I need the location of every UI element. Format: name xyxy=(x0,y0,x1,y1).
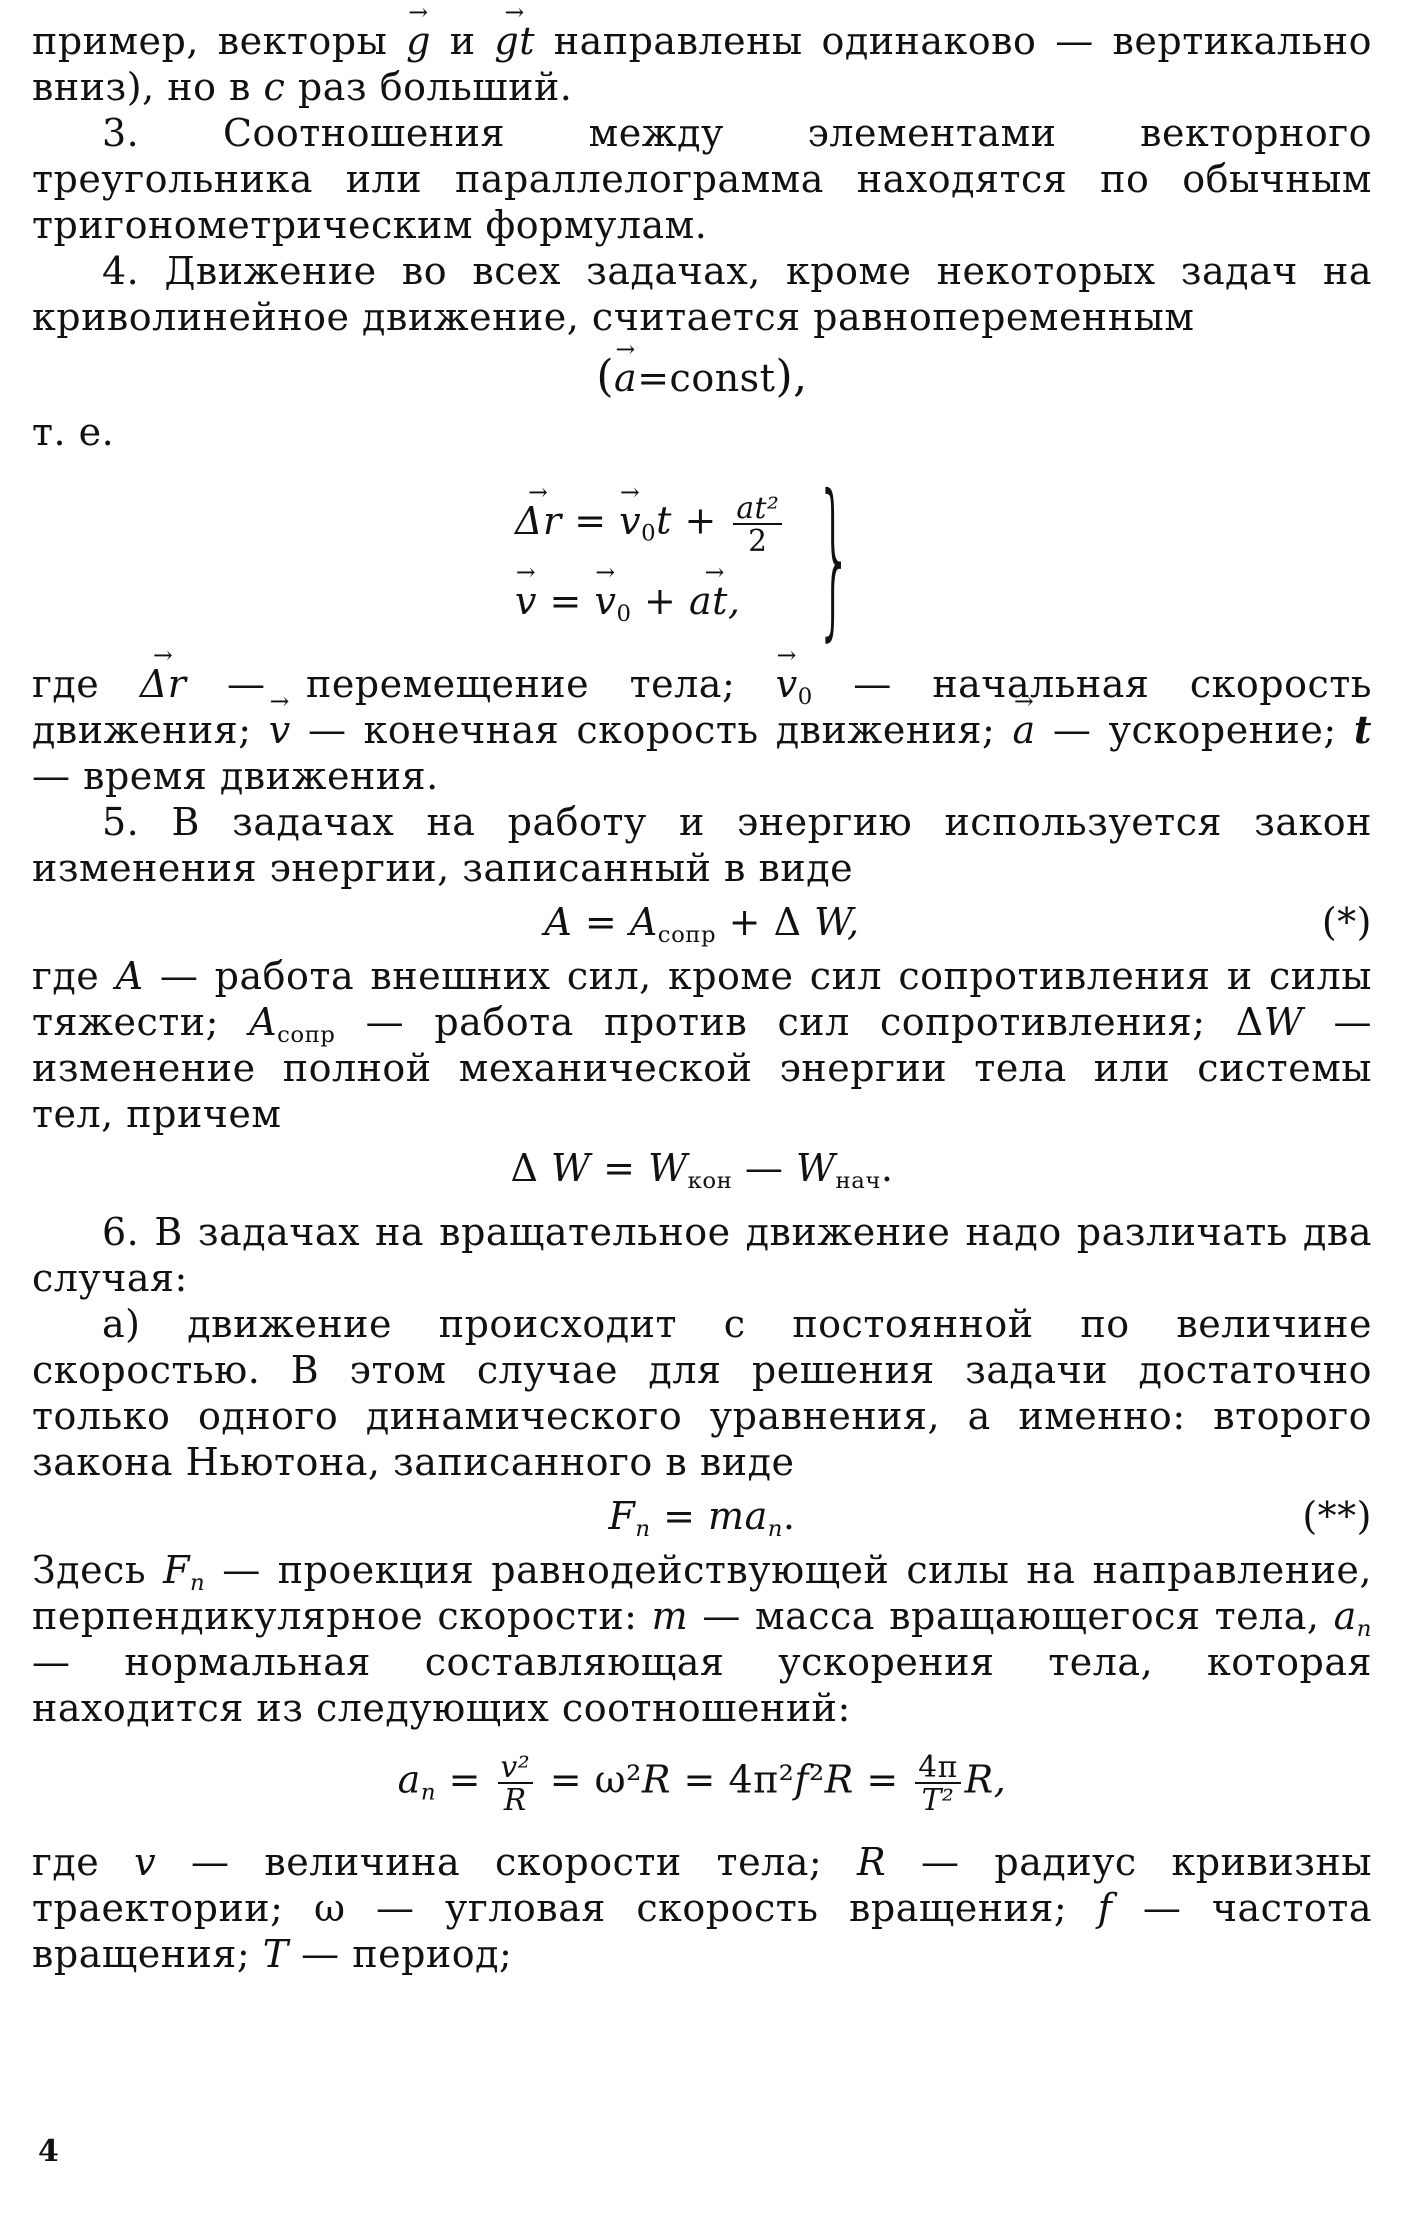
text: — частота вращения; xyxy=(32,1886,1372,1977)
paragraph-vectors xyxy=(32,18,1372,110)
symbol-W: W xyxy=(795,1146,836,1190)
paragraph-definitions-newton xyxy=(32,1547,1372,1731)
symbol-v: v xyxy=(134,1840,157,1885)
vector-v0: → v xyxy=(776,661,798,707)
symbol-R: R xyxy=(824,1757,854,1802)
text: — начальная скорость движения; xyxy=(32,662,1372,752)
text: = xyxy=(561,498,620,543)
text: пример, векторы xyxy=(32,19,388,63)
symbol-T: T xyxy=(262,1932,289,1977)
paragraph-4: 4. Движение во всех задачах, кроме некоторых задач на криволинейное движение, считается равнопеременным xyxy=(32,249,1372,339)
formula-const xyxy=(32,351,1372,402)
text: раз больший. xyxy=(297,65,573,109)
text: — конечная скорость движения; xyxy=(307,708,996,752)
symbol-m: m xyxy=(651,1594,689,1638)
subscript: кон xyxy=(687,1167,733,1194)
paragraph-6: 6. В задачах на вращательное движение надо различать два случая: xyxy=(32,1210,1372,1300)
paragraph-6a: а) движение происходит с постоянной по величине скоростью. В этом случае для решения задачи достаточно только одного динамического уравнения, а именно: второго закона Ньютона, записанного в виде xyxy=(32,1302,1372,1484)
text: — масса вращающегося тела, xyxy=(702,1594,1320,1638)
symbol-W: W xyxy=(551,1146,591,1190)
text: — перемещение тела; xyxy=(226,662,736,706)
text: + xyxy=(631,579,689,624)
spacer xyxy=(32,1199,1372,1209)
kinematics-system xyxy=(32,459,1372,657)
fraction-at2-over-2 xyxy=(733,489,782,558)
page-body xyxy=(32,18,1372,1977)
denominator: T² xyxy=(921,1782,955,1818)
subscript: 0 xyxy=(616,600,632,627)
paren: ), xyxy=(775,351,808,402)
formula-normal-acceleration xyxy=(32,1749,1372,1818)
symbol-A: A xyxy=(544,900,573,944)
text: = xyxy=(590,1146,649,1190)
text: — время движения. xyxy=(32,754,439,798)
text: — работа против сил сопротивления; Δ xyxy=(365,1000,1264,1044)
symbol-f: f xyxy=(1097,1886,1113,1931)
vector-at: → at, xyxy=(689,578,741,624)
text: Здесь xyxy=(32,1548,147,1592)
fraction-v2-over-R xyxy=(498,1749,534,1818)
text: . xyxy=(782,1494,796,1538)
vector-v: → v xyxy=(515,578,537,624)
subscript: n xyxy=(1356,1615,1372,1642)
text: где xyxy=(32,662,100,706)
text: — проекция равнодействующей силы на направление, перпендикулярное скорости: xyxy=(32,1548,1372,1638)
text: ² xyxy=(808,1757,825,1802)
text: — изменение полной механической энергии тела или системы тел, причем xyxy=(32,1000,1372,1136)
text: = 4π² xyxy=(670,1757,795,1802)
subscript: n xyxy=(767,1515,783,1542)
paragraph-definitions-rotation xyxy=(32,1839,1372,1977)
symbol-A: A xyxy=(249,1000,278,1044)
text: — величина скорости тела; xyxy=(190,1840,823,1885)
denominator: 2 xyxy=(748,523,768,558)
text: + Δ xyxy=(716,900,815,944)
text: = ω² xyxy=(537,1757,642,1802)
system-rows xyxy=(515,489,800,627)
equation-velocity xyxy=(515,578,786,627)
symbol-ma: ma xyxy=(708,1494,768,1538)
text: . xyxy=(880,1146,894,1190)
numerator: 4π xyxy=(915,1751,960,1784)
subscript: n xyxy=(635,1515,651,1542)
symbol-t: t xyxy=(1353,707,1372,752)
vector-g: → g xyxy=(406,18,431,64)
page-number: 4 xyxy=(38,2134,59,2169)
text: — работа внешних сил, кроме сил сопротивления и силы тяжести; xyxy=(32,954,1372,1044)
text: + xyxy=(671,498,730,543)
symbol-F: F xyxy=(163,1548,190,1592)
symbol-a: a xyxy=(397,1757,421,1802)
formula-newton xyxy=(32,1493,1372,1542)
text: — ускорение; xyxy=(1052,708,1337,752)
text: — xyxy=(732,1146,796,1190)
text: где xyxy=(32,954,100,998)
equation-number: (*) xyxy=(1321,900,1372,944)
numerator: at² xyxy=(733,492,782,525)
paragraph-5: 5. В задачах на работу и энергию используется закон изменения энергии, записанный в виде xyxy=(32,800,1372,890)
text: где xyxy=(32,1840,100,1885)
subscript: 0 xyxy=(641,520,657,547)
symbol-c: c xyxy=(263,65,286,109)
numerator: v² xyxy=(498,1751,534,1784)
denominator: R xyxy=(503,1782,527,1818)
subscript: сопр xyxy=(657,921,717,948)
vector-a: → a xyxy=(614,355,637,401)
text: = xyxy=(853,1757,912,1802)
symbol-f: f xyxy=(794,1757,809,1802)
vector-gt: → gt xyxy=(494,18,535,64)
text-te: т. е. xyxy=(32,410,115,454)
symbol-F: F xyxy=(608,1494,636,1538)
symbol-W: W xyxy=(648,1146,688,1190)
text: = xyxy=(572,900,630,944)
symbol-A: A xyxy=(115,954,144,998)
text: Δ xyxy=(510,1146,552,1190)
text: = xyxy=(650,1494,709,1538)
vector-dr: → Δr xyxy=(515,498,562,544)
fraction-4pi-over-T2 xyxy=(915,1749,960,1818)
equation-number: (**) xyxy=(1302,1494,1372,1538)
symbol-R: R xyxy=(857,1840,887,1885)
symbol-t: t xyxy=(656,498,672,543)
vector-v0: → v xyxy=(619,498,641,544)
symbol-R: R, xyxy=(964,1757,1007,1802)
paragraph-definitions-work xyxy=(32,953,1372,1137)
paragraph-3: 3. Соотношения между элементами векторного треугольника или параллелограмма находятся по обычным тригонометрическим формулам. xyxy=(32,111,1372,247)
text: направлены одинаково — вертикально вниз), но в xyxy=(32,19,1372,109)
subscript: n xyxy=(420,1779,436,1806)
right-brace: } xyxy=(815,459,854,657)
text: = xyxy=(436,1757,494,1802)
vector-v: → v xyxy=(269,707,291,753)
vector-v0: → v xyxy=(594,578,616,624)
symbol-A: A xyxy=(629,900,658,944)
symbol-a: a xyxy=(1333,1594,1357,1638)
formula-work-energy xyxy=(32,899,1372,948)
text: = xyxy=(536,579,595,624)
formula-delta-w xyxy=(32,1145,1372,1194)
equation-displacement xyxy=(515,489,786,558)
text: — период; xyxy=(301,1932,513,1977)
symbol-W: W xyxy=(1263,1000,1304,1044)
paren: ( xyxy=(596,351,615,402)
symbol-W: W, xyxy=(814,900,860,944)
vector-a: → a xyxy=(1013,707,1036,753)
symbol-R: R xyxy=(641,1757,671,1802)
paragraph-definitions-kinematics xyxy=(32,661,1372,799)
subscript: сопр xyxy=(277,1021,336,1048)
subscript: 0 xyxy=(797,683,813,710)
text: — радиус кривизны траектории; ω — угловая скорость вращения; xyxy=(32,1840,1372,1931)
vector-dr: → Δr xyxy=(140,661,187,707)
subscript: нач xyxy=(835,1167,881,1194)
text: и xyxy=(449,19,476,63)
text: — нормальная составляющая ускорения тела, которая находится из следующих соотношений: xyxy=(32,1640,1372,1730)
subscript: n xyxy=(189,1569,206,1596)
text: =const xyxy=(637,356,776,400)
